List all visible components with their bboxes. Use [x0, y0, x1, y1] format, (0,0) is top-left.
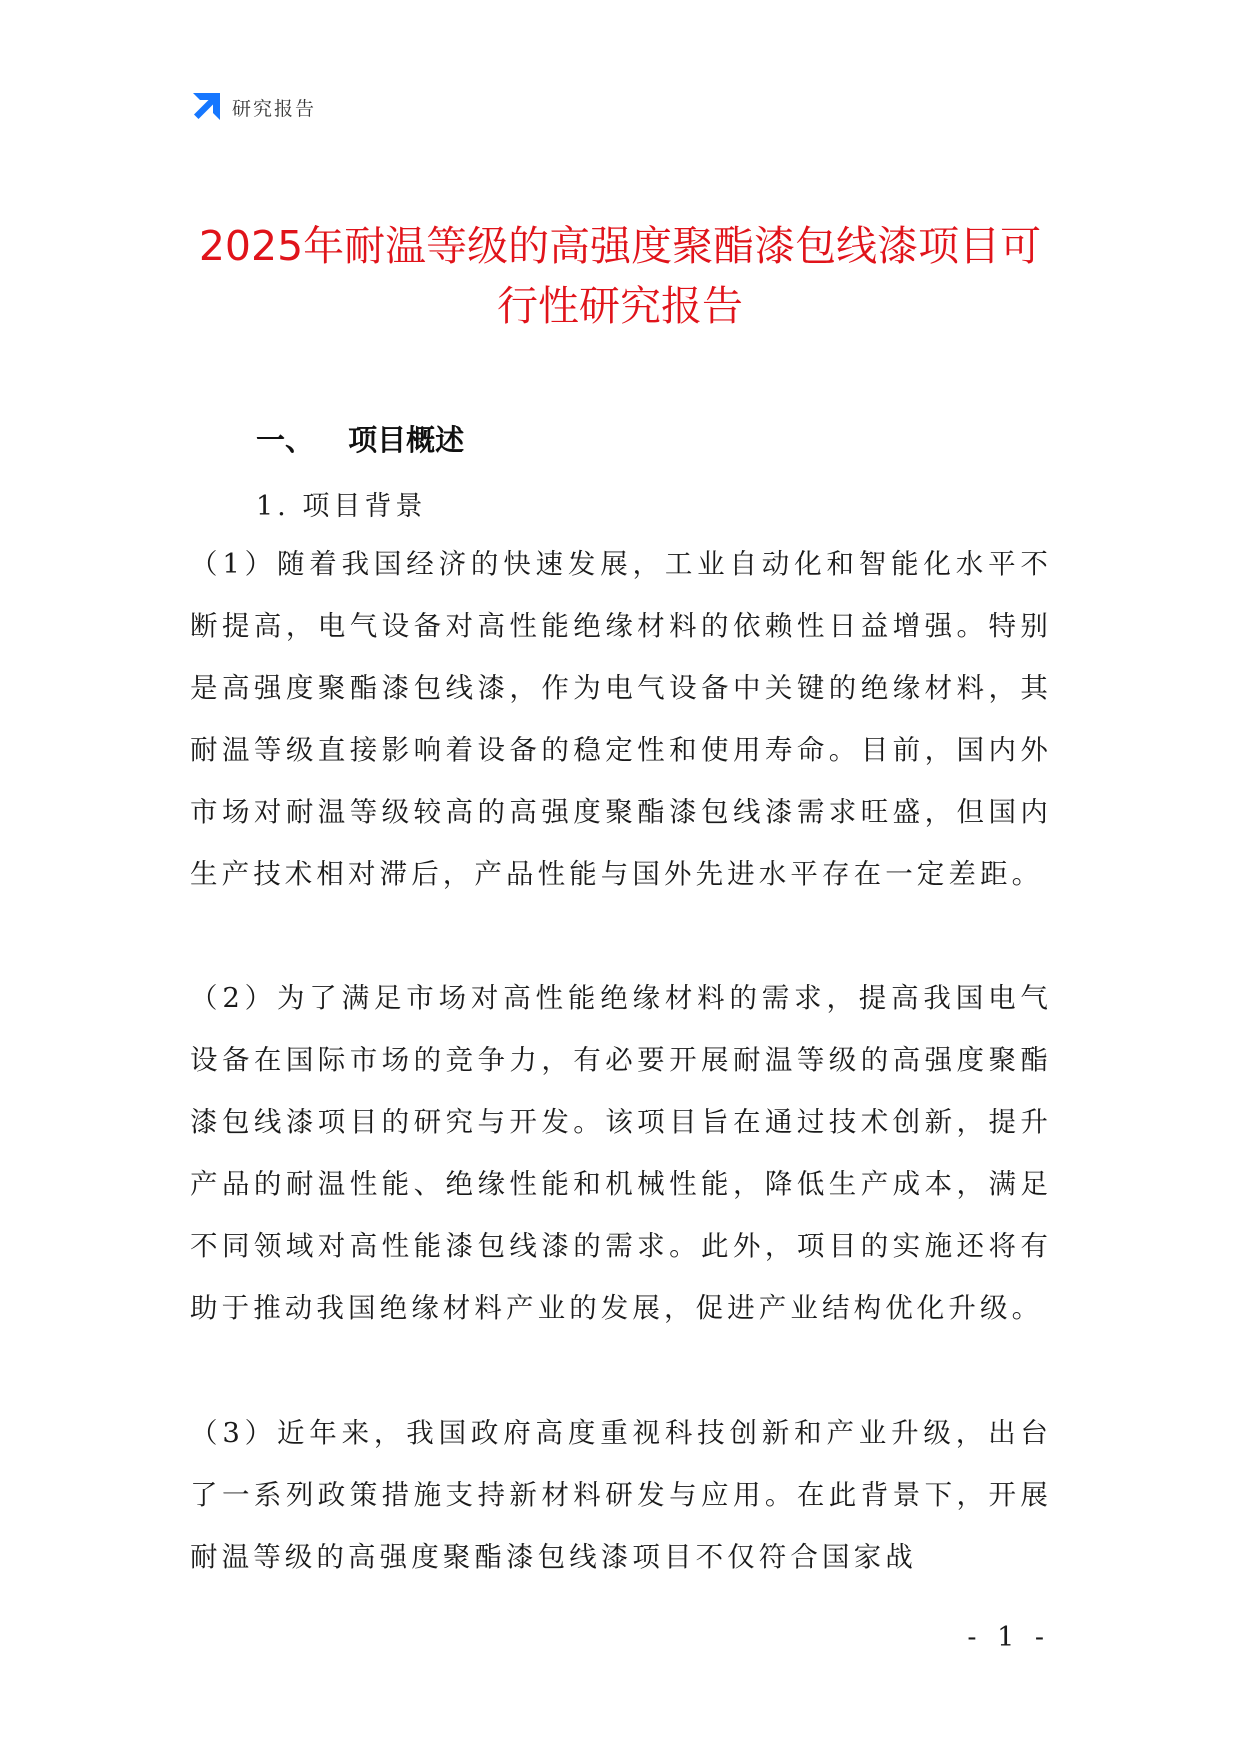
- paragraph-2: （2）为了满足市场对高性能绝缘材料的需求，提高我国电气设备在国际市场的竞争力，有必要开展耐温等级的高强度聚酯漆包线漆项目的研究与开发。该项目旨在通过技术创新，提升产品的耐温性能、绝缘性能和机械性能，降低生产成本，满足不同领域对高性能漆包线漆的需求。此外，项目的实施还将有助于推动我国绝缘材料产业的发展，促进产业结构优化升级。: [190, 982, 1052, 1324]
- subsection-heading: [256, 484, 426, 523]
- subsection-title: 项目背景: [302, 491, 427, 522]
- page-number: - 1 -: [967, 1622, 1050, 1653]
- page-header: [190, 90, 316, 124]
- paragraph-3: （3）近年来，我国政府高度重视科技创新和产业升级，出台了一系列政策措施支持新材料研发与应用。在此背景下，开展耐温等级的高强度聚酯漆包线漆项目不仅符合国家战: [190, 1417, 1052, 1573]
- header-label: 研究报告: [232, 97, 317, 120]
- section-heading: [256, 418, 464, 459]
- section-number: 一、: [256, 423, 315, 457]
- subsection-number: 1.: [256, 491, 290, 522]
- document-title: 2025年耐温等级的高强度聚酯漆包线漆项目可行性研究报告: [198, 222, 1042, 330]
- arrow-up-right-icon: [190, 91, 222, 123]
- section-title: 项目概述: [348, 423, 465, 457]
- paragraph-1: （1）随着我国经济的快速发展，工业自动化和智能化水平不断提高，电气设备对高性能绝缘材料的依赖性日益增强。特别是高强度聚酯漆包线漆，作为电气设备中关键的绝缘材料，其耐温等级直接影响着设备的稳定性和使用寿命。目前，国内外市场对耐温等级较高的高强度聚酯漆包线漆需求旺盛，但国内生产技术相对滞后，产品性能与国外先进水平存在一定差距。: [190, 548, 1052, 890]
